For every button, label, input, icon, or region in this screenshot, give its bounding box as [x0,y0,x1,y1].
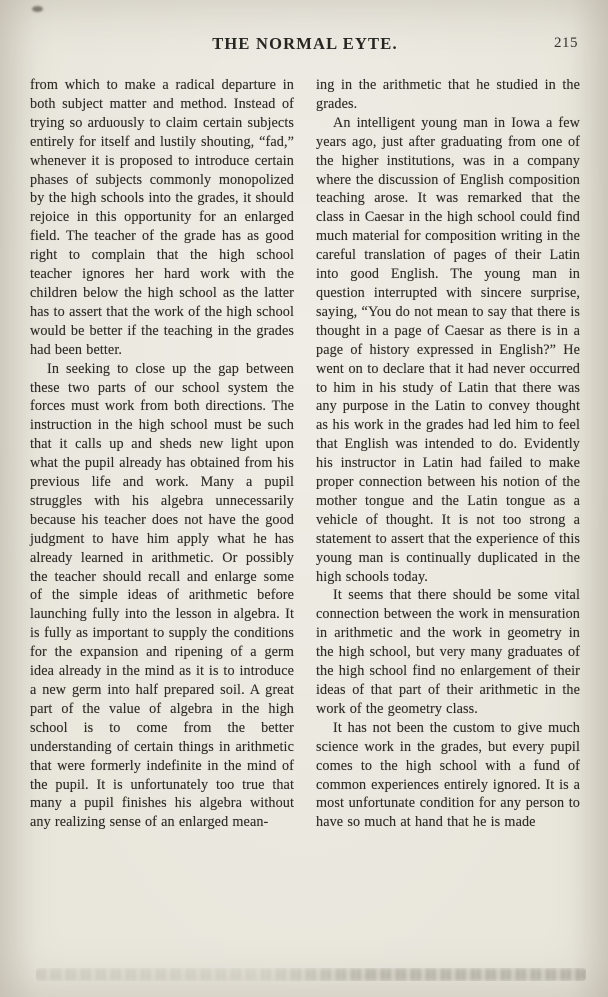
paragraph: It has not been the custom to give much science work in the grades, but every pupil comes to the high school with a fund of common experiences entirely ignored. It is a most unfortunate condition for any person to have so much at hand that he is made [316,719,580,831]
left-column [30,76,294,832]
page-header [30,34,580,60]
paragraph: An intelligent young man in Iowa a few years ago, just after graduating from one of the higher institutions, was in a company where the discussion of English composition teaching arose. It was remarked that the class in Caesar in the high school could find much material for composition writing in the careful translation of pages of their Latin into good English. The young man in question interrupted with sincere surprise, saying, “You do not mean to say that there is thought in a page of Caesar as there is in a page of history expressed in English?” He went on to declare that it had never occurred to him in his study of Latin that there was any purpose in the Latin to convey thought as his work in the grades had led him to feel that English was intended to do. Evidently his instructor in Latin had failed to make proper connection between his notion of the mother tongue and the Latin tongue as a vehicle of thought. It is not too strong a statement to assert that the experience of this young man is continually duplicated in the high schools today. [316,114,580,585]
paragraph: It seems that there should be some vital connection between the work in mensuration in arithmetic and the work in geometry in the high school, but very many graduates of the high school find no enlargement of their ideas of that part of their arithmetic in the work of the geometry class. [316,587,580,717]
page-number: 215 [554,35,578,51]
paragraph: ing in the arithmetic that he studied in the grades. [316,77,580,112]
right-column [316,76,580,832]
journal-title: THE NORMAL EYTE. [212,34,398,53]
paragraph: from which to make a radical departure in both subject matter and method. Instead of trying so arduously to claim certain subjects entirely for itself and lustily shouting, “fad,” whenever it is proposed to introduce certain phases of subjects commonly monopolized by the high schools into the grades, it should rejoice in this opportunity for an enlarged field. The teacher of the grade has as good right to complain that the high school teacher ignores her hard work with the children below the high school as the latter has to assert that the work of the high school would be better if the teaching in the grades had been better. [30,77,294,358]
paragraph: In seeking to close up the gap between these two parts of our school system the forces must work from both directions. The instruction in the high school must be such that it calls up and sheds new light upon what the pupil already has obtained from his previous life and work. Many a pupil struggles with his algebra unnecessarily because his teacher does not have the good judgment to have him apply what he has already learned in arithmetic. Or possibly the teacher should recall and enlarge some of the simple ideas of arithmetic before launching fully into the lesson in algebra. It is fully as important to supply the conditions for the expansion and ripening of a germ idea already in the mind as it is to introduce a new germ into half prepared soil. A great part of the value of algebra in the high school is to come from the better understanding of certain things in arithmetic that were formerly indefinite in the mind of the pupil. It is unfortunately too true that many a pupil finishes his algebra without any realizing sense of an enlarged mean- [30,360,294,831]
ink-speck-artifact [32,6,43,12]
text-columns [30,76,580,832]
scan-smudge-artifact [36,968,586,981]
